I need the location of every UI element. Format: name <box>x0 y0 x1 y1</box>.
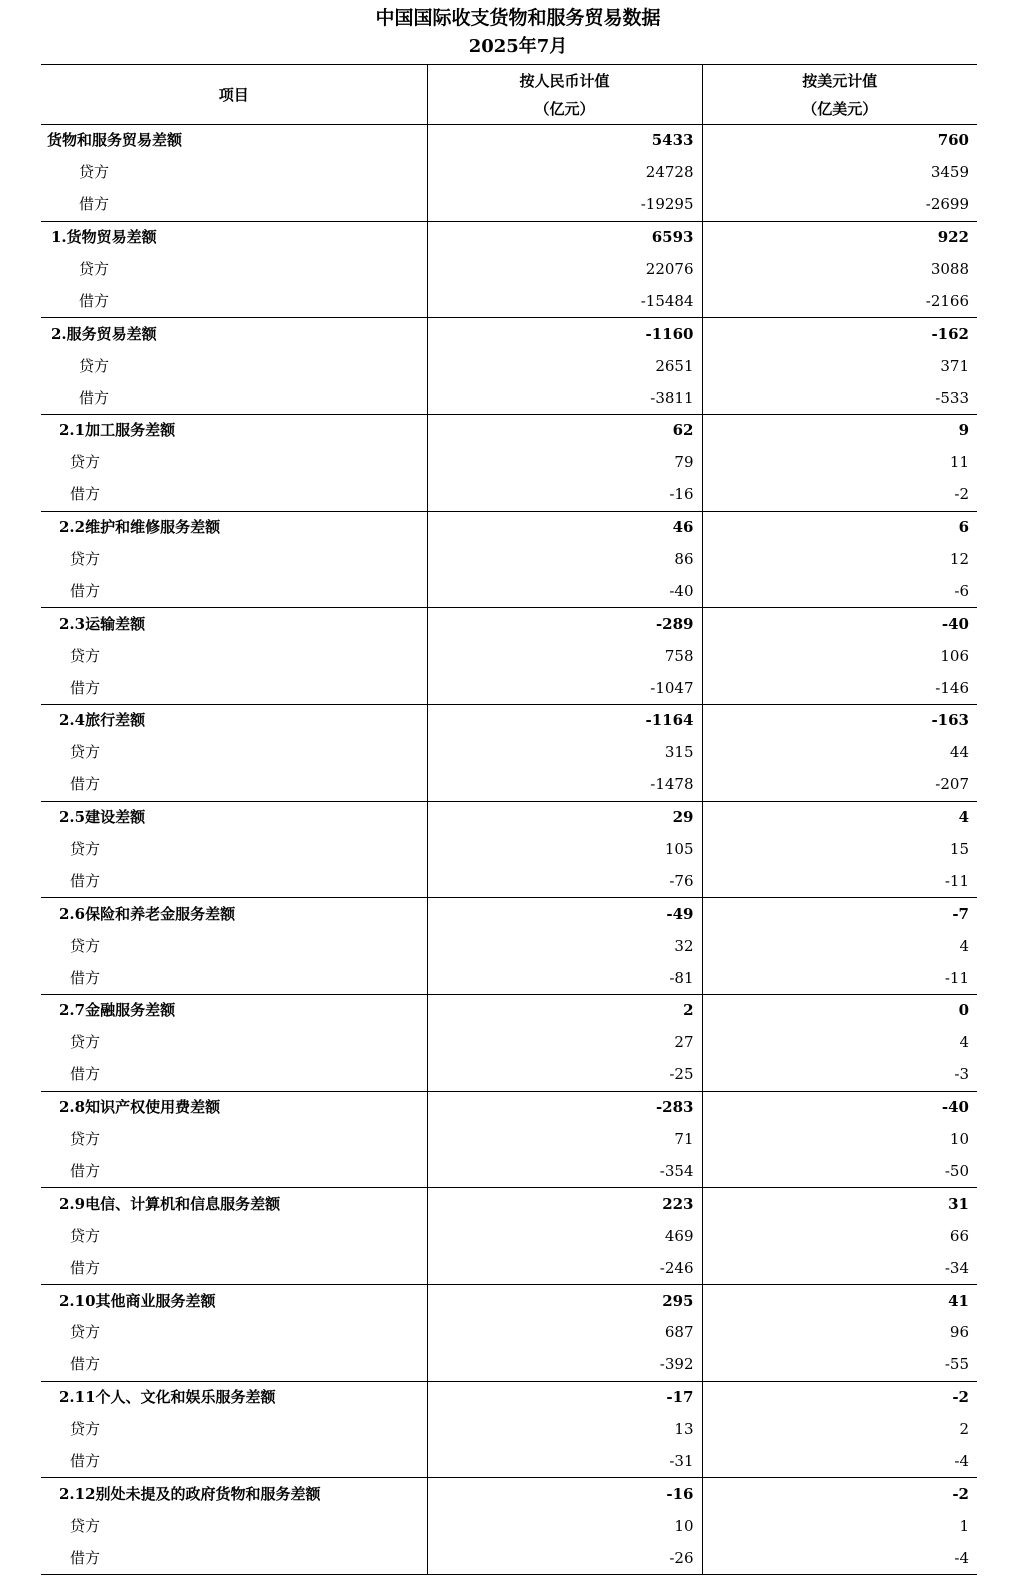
usd-value: -2 <box>954 485 969 504</box>
group-balance-row <box>41 608 977 640</box>
usd-value: 10 <box>949 1130 969 1149</box>
rmb-value: -3811 <box>427 382 702 414</box>
item-label: 2.11个人、文化和娱乐服务差额 <box>41 1381 427 1413</box>
rmb-value: 29 <box>427 801 702 833</box>
usd-value: 96 <box>949 1323 969 1342</box>
header-item-label: 项目 <box>218 85 249 104</box>
group-debit-row <box>41 1156 977 1188</box>
group-debit-row <box>41 962 977 994</box>
item-label: 2.服务贸易差额 <box>41 318 427 350</box>
rmb-value: 469 <box>427 1220 702 1252</box>
rmb-value: -16 <box>427 479 702 511</box>
usd-value: 44 <box>949 743 969 762</box>
group-credit-row <box>41 834 977 866</box>
header-usd <box>702 65 977 125</box>
item-sublabel: 贷方 <box>41 1220 427 1252</box>
rmb-value: 105 <box>427 834 702 866</box>
usd-value: 41 <box>702 1285 977 1317</box>
usd-value: -207 <box>935 775 969 794</box>
usd-value: 4 <box>959 1033 969 1052</box>
item-sublabel: 借方 <box>41 1349 427 1381</box>
item-sublabel: 借方 <box>41 189 427 221</box>
group-credit-row <box>41 930 977 962</box>
usd-value: -11 <box>944 871 969 890</box>
group-balance-row <box>41 1381 977 1413</box>
rmb-value: -76 <box>427 865 702 897</box>
rmb-value: 5433 <box>427 125 702 157</box>
item-sublabel: 贷方 <box>41 930 427 962</box>
usd-value: 922 <box>702 221 977 253</box>
usd-value: 11 <box>949 453 969 472</box>
usd-value: -146 <box>935 678 969 697</box>
rmb-value: 315 <box>427 737 702 769</box>
group-debit-row <box>41 1252 977 1284</box>
item-label: 货物和服务贸易差额 <box>41 125 427 157</box>
group-credit-row <box>41 1027 977 1059</box>
item-sublabel: 借方 <box>41 575 427 607</box>
header-rmb-line1: 按人民币计值 <box>519 71 610 90</box>
usd-value: 4 <box>959 936 969 955</box>
item-sublabel: 贷方 <box>41 640 427 672</box>
item-label: 2.8知识产权使用费差额 <box>41 1091 427 1123</box>
rmb-value: 32 <box>427 930 702 962</box>
usd-value: 3088 <box>930 260 969 278</box>
item-sublabel: 贷方 <box>41 544 427 576</box>
item-label: 2.6保险和养老金服务差额 <box>41 898 427 930</box>
header-rmb <box>427 65 702 125</box>
rmb-value: -26 <box>427 1542 702 1574</box>
item-sublabel: 借方 <box>41 1446 427 1478</box>
usd-value: 66 <box>949 1226 969 1245</box>
usd-value: -533 <box>935 388 969 407</box>
item-sublabel: 借方 <box>41 1156 427 1188</box>
rmb-value: 27 <box>427 1027 702 1059</box>
item-label: 1.货物贸易差额 <box>41 221 427 253</box>
item-label: 2.2维护和维修服务差额 <box>41 511 427 543</box>
page-subtitle: 2025年7月 <box>468 36 568 57</box>
usd-value: 760 <box>937 131 969 150</box>
rmb-value: 13 <box>427 1414 702 1446</box>
item-sublabel: 贷方 <box>41 1124 427 1156</box>
group-credit-row <box>41 1510 977 1542</box>
item-label: 2.9电信、计算机和信息服务差额 <box>41 1188 427 1220</box>
header-usd-line1: 按美元计值 <box>802 71 878 90</box>
group-credit-row <box>41 1317 977 1349</box>
trade-data-table <box>41 64 977 1575</box>
usd-value: 9 <box>702 415 977 447</box>
item-sublabel: 借方 <box>41 479 427 511</box>
rmb-value: 6593 <box>427 221 702 253</box>
usd-value: -2699 <box>925 195 969 214</box>
rmb-value: 22076 <box>427 254 702 286</box>
usd-value: 1 <box>959 1516 969 1535</box>
header-usd-line2: （亿美元） <box>802 99 878 118</box>
rmb-value: -1160 <box>427 318 702 350</box>
group-credit-row <box>41 350 977 382</box>
rmb-value: -81 <box>427 962 702 994</box>
item-sublabel: 贷方 <box>41 1414 427 1446</box>
group-debit-row <box>41 865 977 897</box>
group-balance-row <box>41 1091 977 1123</box>
item-sublabel: 贷方 <box>41 1027 427 1059</box>
usd-value: 106 <box>940 646 969 665</box>
rmb-value: 758 <box>427 640 702 672</box>
rmb-value: -31 <box>427 1446 702 1478</box>
group-balance-row <box>41 995 977 1027</box>
group-balance-row <box>41 1285 977 1317</box>
group-debit-row <box>41 1542 977 1574</box>
item-sublabel: 借方 <box>41 1059 427 1091</box>
group-credit-row <box>41 1220 977 1252</box>
group-debit-row <box>41 769 977 801</box>
rmb-value: -283 <box>427 1091 702 1123</box>
rmb-value: -289 <box>427 608 702 640</box>
group-debit-row <box>41 479 977 511</box>
group-debit-row <box>41 575 977 607</box>
rmb-value: -19295 <box>427 189 702 221</box>
rmb-value: -392 <box>427 1349 702 1381</box>
rmb-value: 295 <box>427 1285 702 1317</box>
item-sublabel: 借方 <box>41 962 427 994</box>
usd-value: -3 <box>954 1065 969 1084</box>
usd-value: -7 <box>702 898 977 930</box>
item-sublabel: 贷方 <box>41 737 427 769</box>
group-credit-row <box>41 737 977 769</box>
usd-value: -4 <box>954 1548 969 1567</box>
rmb-value: 687 <box>427 1317 702 1349</box>
group-debit-row <box>41 1349 977 1381</box>
usd-value: -2 <box>702 1381 977 1413</box>
usd-value: -2166 <box>925 291 969 310</box>
group-debit-row <box>41 285 977 317</box>
group-balance-row <box>41 705 977 737</box>
item-sublabel: 借方 <box>41 285 427 317</box>
usd-value: 12 <box>949 550 969 569</box>
item-label: 2.5建设差额 <box>41 801 427 833</box>
usd-value: 31 <box>702 1188 977 1220</box>
item-sublabel: 借方 <box>41 769 427 801</box>
rmb-value: -16 <box>427 1478 702 1510</box>
rmb-value: 62 <box>427 415 702 447</box>
table-body <box>41 125 977 1575</box>
group-debit-row <box>41 382 977 414</box>
group-balance-row <box>41 898 977 930</box>
usd-value: -50 <box>944 1161 969 1180</box>
item-sublabel: 贷方 <box>41 350 427 382</box>
group-debit-row <box>41 189 977 221</box>
rmb-value: -1478 <box>427 769 702 801</box>
group-debit-row <box>41 1446 977 1478</box>
item-sublabel: 借方 <box>41 865 427 897</box>
rmb-value: 86 <box>427 544 702 576</box>
usd-value: -6 <box>954 581 969 600</box>
rmb-value: -15484 <box>427 285 702 317</box>
rmb-value: -49 <box>427 898 702 930</box>
item-sublabel: 贷方 <box>41 1510 427 1542</box>
rmb-value: 10 <box>427 1510 702 1542</box>
usd-value: 15 <box>949 840 969 859</box>
group-debit-row <box>41 1059 977 1091</box>
usd-value: -4 <box>954 1451 969 1470</box>
rmb-value: 2 <box>427 995 702 1027</box>
group-balance-row <box>41 415 977 447</box>
rmb-value: 71 <box>427 1124 702 1156</box>
rmb-value: -17 <box>427 1381 702 1413</box>
usd-value: 3459 <box>930 163 969 182</box>
group-balance-row <box>41 125 977 157</box>
group-credit-row <box>41 254 977 286</box>
table-header-row <box>41 65 977 125</box>
item-label: 2.3运输差额 <box>41 608 427 640</box>
rmb-value: 24728 <box>427 157 702 189</box>
item-sublabel: 借方 <box>41 1542 427 1574</box>
group-balance-row <box>41 801 977 833</box>
rmb-value: -246 <box>427 1252 702 1284</box>
page-title: 中国国际收支货物和服务贸易数据 <box>375 7 661 29</box>
usd-value: -34 <box>944 1258 969 1277</box>
group-credit-row <box>41 1414 977 1446</box>
item-label: 2.12别处未提及的政府货物和服务差额 <box>41 1478 427 1510</box>
rmb-value: 223 <box>427 1188 702 1220</box>
usd-value: 2 <box>959 1420 969 1439</box>
item-label: 2.4旅行差额 <box>41 705 427 737</box>
item-sublabel: 借方 <box>41 672 427 704</box>
rmb-value: -1164 <box>427 705 702 737</box>
header-rmb-line2: （亿元） <box>534 99 595 118</box>
rmb-value: 2651 <box>427 350 702 382</box>
group-debit-row <box>41 672 977 704</box>
item-sublabel: 贷方 <box>41 1317 427 1349</box>
item-label: 2.7金融服务差额 <box>41 995 427 1027</box>
usd-value: -40 <box>702 608 977 640</box>
item-sublabel: 借方 <box>41 1252 427 1284</box>
group-balance-row <box>41 1478 977 1510</box>
group-credit-row <box>41 447 977 479</box>
item-sublabel: 贷方 <box>41 834 427 866</box>
usd-value: 0 <box>702 995 977 1027</box>
group-credit-row <box>41 640 977 672</box>
item-sublabel: 借方 <box>41 382 427 414</box>
usd-value: -163 <box>702 705 977 737</box>
usd-value: -40 <box>702 1091 977 1123</box>
rmb-value: -40 <box>427 575 702 607</box>
item-label: 2.10其他商业服务差额 <box>41 1285 427 1317</box>
usd-value: -2 <box>702 1478 977 1510</box>
group-balance-row <box>41 1188 977 1220</box>
group-balance-row <box>41 511 977 543</box>
group-credit-row <box>41 157 977 189</box>
group-balance-row <box>41 221 977 253</box>
rmb-value: -354 <box>427 1156 702 1188</box>
group-credit-row <box>41 1124 977 1156</box>
usd-value: 6 <box>702 511 977 543</box>
header-item <box>41 65 427 125</box>
rmb-value: 46 <box>427 511 702 543</box>
item-sublabel: 贷方 <box>41 447 427 479</box>
group-credit-row <box>41 544 977 576</box>
rmb-value: -1047 <box>427 672 702 704</box>
group-balance-row <box>41 318 977 350</box>
usd-value: 371 <box>940 356 969 375</box>
rmb-value: -25 <box>427 1059 702 1091</box>
usd-value: -162 <box>702 318 977 350</box>
item-sublabel: 贷方 <box>41 254 427 286</box>
usd-value: -11 <box>944 968 969 987</box>
rmb-value: 79 <box>427 447 702 479</box>
usd-value: -55 <box>944 1355 969 1374</box>
item-sublabel: 贷方 <box>41 157 427 189</box>
item-label: 2.1加工服务差额 <box>41 415 427 447</box>
usd-value: 4 <box>702 801 977 833</box>
